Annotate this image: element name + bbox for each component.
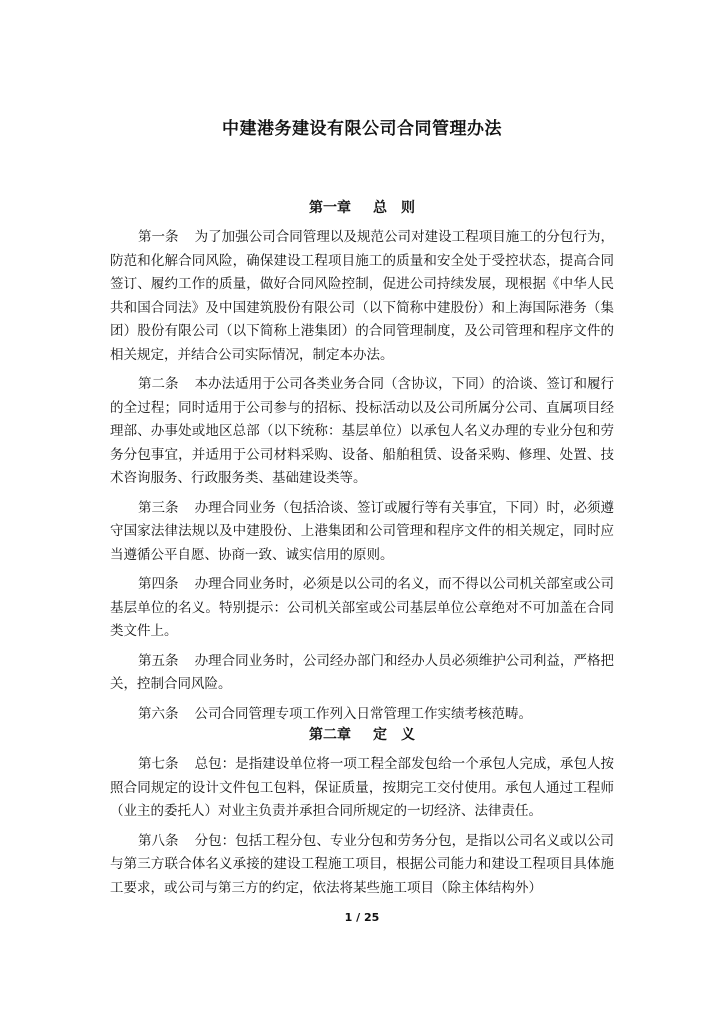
article-3 <box>110 497 614 568</box>
article-2-text: 本办法适用于公司各类业务合同（含协议，下同）的洽谈、签订和履行的全过程；同时适用于公司参与的招标、投标活动以及公司所属分公司、直属项目经理部、办事处或地区总部（以下统称：基层单位）以承包人名义办理的专业分包和劳务分包事宜，并适用于公司材料采购、设备、船舶租赁、设备采购、修理、处置、技术咨询服务、行政服务类、基础建设类等。 <box>110 376 615 486</box>
article-5-number: 第五条 <box>138 652 179 669</box>
article-5-text: 办理合同业务时，公司经办部门和经办人员必须维护公司利益，严格把关，控制合同风险。 <box>110 652 615 692</box>
article-3-number: 第三条 <box>138 499 179 516</box>
article-8-number: 第八条 <box>138 832 179 849</box>
article-4-text: 办理合同业务时，必须是以公司的名义，而不得以公司机关部室或公司基层单位的名义。特别提示：公司机关部室或公司基层单位公章绝对不可加盖在合同类文件上。 <box>110 576 615 639</box>
chapter-2-body <box>110 753 614 900</box>
chapter-1-name: 总 则 <box>373 200 415 216</box>
article-2 <box>110 373 614 491</box>
article-6-number: 第六条 <box>138 705 179 722</box>
article-1-text: 为了加强公司合同管理以及规范公司对建设工程项目施工的分包行为，防范和化解合同风险，确保建设工程项目施工的质量和安全处于受控状态，提高合同签订、履约工作的质量，做好合同风险控制，促进公司持续发展，现根据《中华人民共和国合同法》及中国建筑股份有限公司（以下简称中建股份）和上海国际港务（集团）股份有限公司（以下简称上港集团）的合同管理制度，及公司管理和程序文件的相关规定，并结合公司实际情况，制定本办法。 <box>110 229 615 363</box>
article-4 <box>110 573 614 644</box>
article-1 <box>110 226 614 367</box>
document-title: 中建港务建设有限公司合同管理办法 <box>222 119 502 139</box>
page-number: 1 / 25 <box>344 911 380 924</box>
chapter-2-heading <box>0 724 724 744</box>
article-6 <box>110 703 614 727</box>
article-1-number: 第一条 <box>138 229 179 245</box>
article-2-number: 第二条 <box>138 376 179 392</box>
article-8-text: 分包：包括工程分包、专业分包和劳务分包，是指以公司名义或以公司与第三方联合体名义承接的建设工程施工项目，根据公司能力和建设工程项目具体施工要求，或公司与第三方的约定，依法将某些施工项目（除主体结构外） <box>110 832 615 896</box>
chapter-2-number: 第二章 <box>309 727 351 743</box>
article-6-text: 公司合同管理专项工作列入日常管理工作实绩考核范畴。 <box>194 705 532 722</box>
chapter-1-body <box>110 226 614 726</box>
article-7-text: 总包：是指建设单位将一项工程全部发包给一个承包人完成，承包人按照合同规定的设计文件包工包料，保证质量，按期完工交付使用。承包人通过工程师（业主的委托人）对业主负责并承担合同所规定的一切经济、法律责任。 <box>110 756 615 819</box>
article-5 <box>110 650 614 697</box>
article-3-text: 办理合同业务（包括洽谈、签订或履行等有关事宜，下同）时，必须遵守国家法律法规以及中建股份、上港集团和公司管理和程序文件的相关规定，同时应当遵循公平自愿、协商一致、诚实信用的原则。 <box>110 499 615 563</box>
chapter-2-name: 定 义 <box>373 727 415 743</box>
article-7-number: 第七条 <box>138 756 179 772</box>
article-8 <box>110 830 614 901</box>
article-4-number: 第四条 <box>138 576 179 592</box>
article-7 <box>110 753 614 824</box>
chapter-1-heading <box>0 197 724 217</box>
chapter-1-number: 第一章 <box>309 200 351 216</box>
